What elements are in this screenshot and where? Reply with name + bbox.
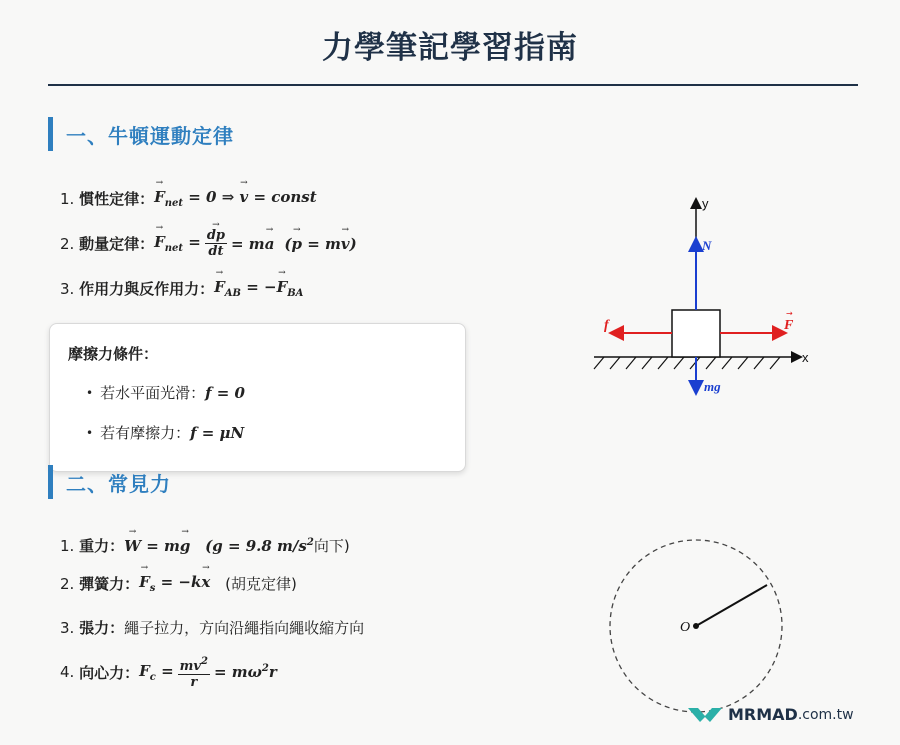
law-formula: → $F_{net} = 0$ ⇒ → v = const (154, 188, 317, 209)
force-number: 2. (60, 574, 75, 593)
free-body-diagram (588, 192, 828, 412)
force-description: 繩子拉力，方向沿繩指向繩收縮方向 (124, 619, 365, 637)
force-label: 重力： (79, 537, 125, 555)
section-common-forces-heading (48, 465, 171, 499)
law-formula: → $F_{AB}$ = −→ $F_{BA}$ (214, 278, 303, 299)
radius-line (696, 585, 767, 626)
friction-item-rough: • 若有摩擦力： f = μN (86, 423, 245, 442)
force-label: 向心力： (79, 663, 140, 682)
force-tension (60, 617, 364, 638)
force-note: (g = 9.8 $m/s^2$ (205, 536, 314, 555)
force-number: 1. (60, 536, 75, 555)
force-formula: $F_c$ = (139, 661, 174, 683)
friction-item-formula: f = 0 (205, 383, 245, 402)
friction-conditions-card (49, 323, 466, 472)
y-axis-label: y (702, 196, 709, 211)
friction-item-smooth: • 若水平面光滑： f = 0 (86, 383, 245, 402)
brand-logo (688, 705, 854, 724)
law-formula: → $F_{net}$ = (154, 233, 201, 254)
block (672, 310, 720, 357)
law-number: 3. (60, 279, 75, 298)
applied-force-vector-mark: → (786, 309, 793, 318)
force-centripetal: 4. 向心力： $F_c$ = $\frac{mv^2}{r}$ = $m\omega^2r$ (60, 656, 277, 690)
force-spring (60, 573, 297, 594)
friction-item-text: 若水平面光滑： (100, 384, 206, 402)
friction-heading: 摩擦力條件： (68, 345, 159, 363)
force-formula: → $F_s = -k\to x$ (139, 573, 210, 594)
law-momentum: 2. 動量定律： → $F_{net}$ = → $\frac{dp}{dt}$ = m→ a (→ p = m→ v) (60, 228, 357, 259)
force-number: 3. (60, 618, 75, 637)
force-note: (胡克定律) (225, 575, 297, 593)
fraction: $\frac{mv^2}{r}$ (179, 656, 208, 690)
mrmad-logo-icon (688, 706, 722, 724)
law-number: 1. (60, 189, 75, 208)
ground-hatching (594, 357, 780, 369)
force-label: 彈簧力： (79, 575, 140, 593)
normal-force-label: N (702, 238, 712, 253)
page-title: 力學筆記學習指南 (322, 30, 578, 66)
force-number: 4. (60, 663, 75, 681)
force-label: 張力： (79, 619, 125, 637)
law-number: 2. (60, 234, 75, 253)
center-label: O (680, 620, 691, 635)
law-label: 作用力與反作用力： (79, 280, 215, 298)
friction-item-formula: f = μN (190, 423, 245, 442)
law-label: 慣性定律： (79, 190, 155, 208)
force-note-tail: 向下) (313, 537, 350, 555)
center-point (693, 623, 699, 629)
friction-item-text: 若有摩擦力： (100, 424, 191, 442)
section-accent-bar (48, 117, 53, 151)
logo-tld: .com.tw (797, 706, 854, 723)
logo-brand: MRMAD (728, 705, 798, 724)
section-title: 一、牛頓運動定律 (66, 123, 234, 148)
weight-force-label: mg (704, 379, 721, 394)
circular-motion-diagram (602, 532, 792, 722)
section-accent-bar (48, 465, 53, 499)
title-divider (48, 84, 858, 86)
section-newton-heading (48, 117, 234, 151)
fraction: → $\frac{dp}{dt}$ (205, 228, 227, 259)
law-action-reaction (60, 278, 303, 299)
law-inertia (60, 188, 317, 209)
friction-force-label: f (604, 318, 609, 333)
force-gravity (60, 535, 350, 556)
section-title: 二、常見力 (66, 471, 171, 496)
applied-force-label: F (784, 318, 794, 333)
force-formula: → W = m→ g (124, 537, 190, 555)
law-label: 動量定律： (79, 235, 155, 253)
x-axis-label: x (802, 350, 809, 365)
